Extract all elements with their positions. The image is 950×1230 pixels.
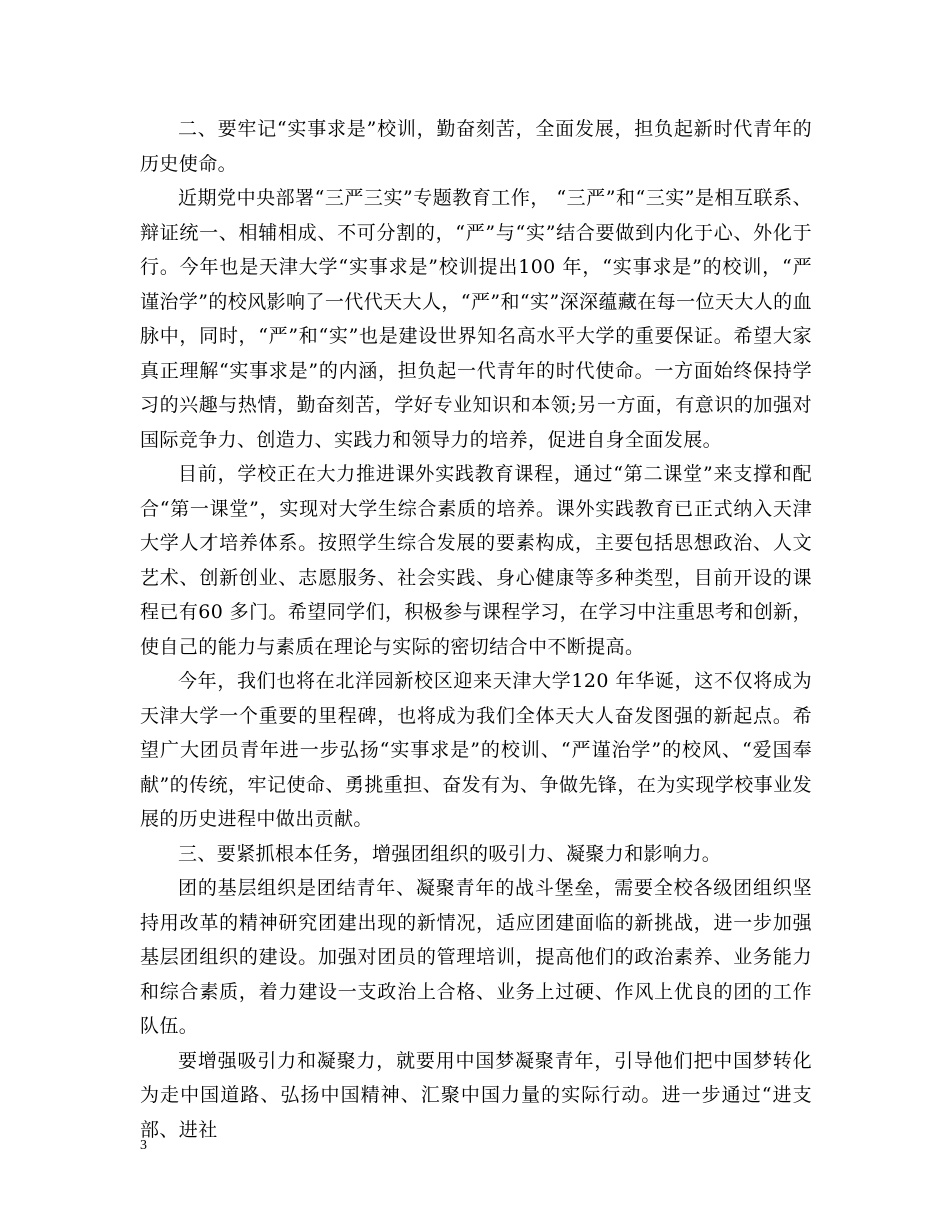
paragraph: 团的基层组织是团结青年、凝聚青年的战斗堡垒，需要全校各级团组织坚持用改革的精神研究团建出现的新情况，适应团建面临的新挑战，进一步加强基层团组织的建设。加强对团员的管理培训，提高他们的政治素养、业务能力和综合素质，着力建设一支政治上合格、业务上过硬、作风上优良的团的工作队伍。 <box>140 877 812 1037</box>
paragraph: 目前，学校正在大力推进课外实践教育课程，通过“第二课堂”来支撑和配合“第一课堂”，实现对大学生综合素质的培养。课外实践教育已正式纳入天津大学人才培养体系。按照学生综合发展的要素构成，主要包括思想政治、人文艺术、创新创业、志愿服务、社会实践、身心健康等多种类型，目前开设的课程已有60 多门。希望同学们，积极参与课程学习，在学习中注重思考和创新，使自己的能力与素质在理论与实际的密切结合中不断提高。 <box>140 463 812 658</box>
paragraph-heading-2: 二、要牢记“实事求是”校训，勤奋刻苦，全面发展，担负起新时代青年的历史使命。 <box>140 118 812 175</box>
paragraph-heading-3: 三、要紧抓根本任务，增强团组织的吸引力、凝聚力和影响力。 <box>178 842 722 865</box>
document-body <box>140 112 812 1147</box>
paragraph: 近期党中央部署“三严三实”专题教育工作， “三严”和“三实”是相互联系、辩证统一、相辅相成、不可分割的，“严”与“实”结合要做到内化于心、外化于行。今年也是天津大学“实事求是”校训提出100 年，“实事求是”的校训，“严谨治学”的校风影响了一代代天大人，“严”和“实”深深蕴藏在每一位天大人的血脉中，同时，“严”和“实”也是建设世界知名高水平大学的重要保证。希望大家真正理解“实事求是”的内涵，担负起一代青年的时代使命。一方面始终保持学习的兴趣与热情，勤奋刻苦，学好专业知识和本领;另一方面，有意识的加强对国际竞争力、创造力、实践力和领导力的培养，促进自身全面发展。 <box>140 187 812 451</box>
page-number: 3 <box>140 1138 147 1153</box>
paragraph: 要增强吸引力和凝聚力，就要用中国梦凝聚青年，引导他们把中国梦转化为走中国道路、弘扬中国精神、汇聚中国力量的实际行动。进一步通过“进支部、进社 <box>140 1049 812 1141</box>
paragraph: 今年，我们也将在北洋园新校区迎来天津大学120 年华诞，这不仅将成为天津大学一个重要的里程碑，也将成为我们全体天大人奋发图强的新起点。希望广大团员青年进一步弘扬“实事求是”的校训、“严谨治学”的校风、“爱国奉献”的传统，牢记使命、勇挑重担、奋发有为、争做先锋，在为实现学校事业发展的历史进程中做出贡献。 <box>140 670 812 830</box>
